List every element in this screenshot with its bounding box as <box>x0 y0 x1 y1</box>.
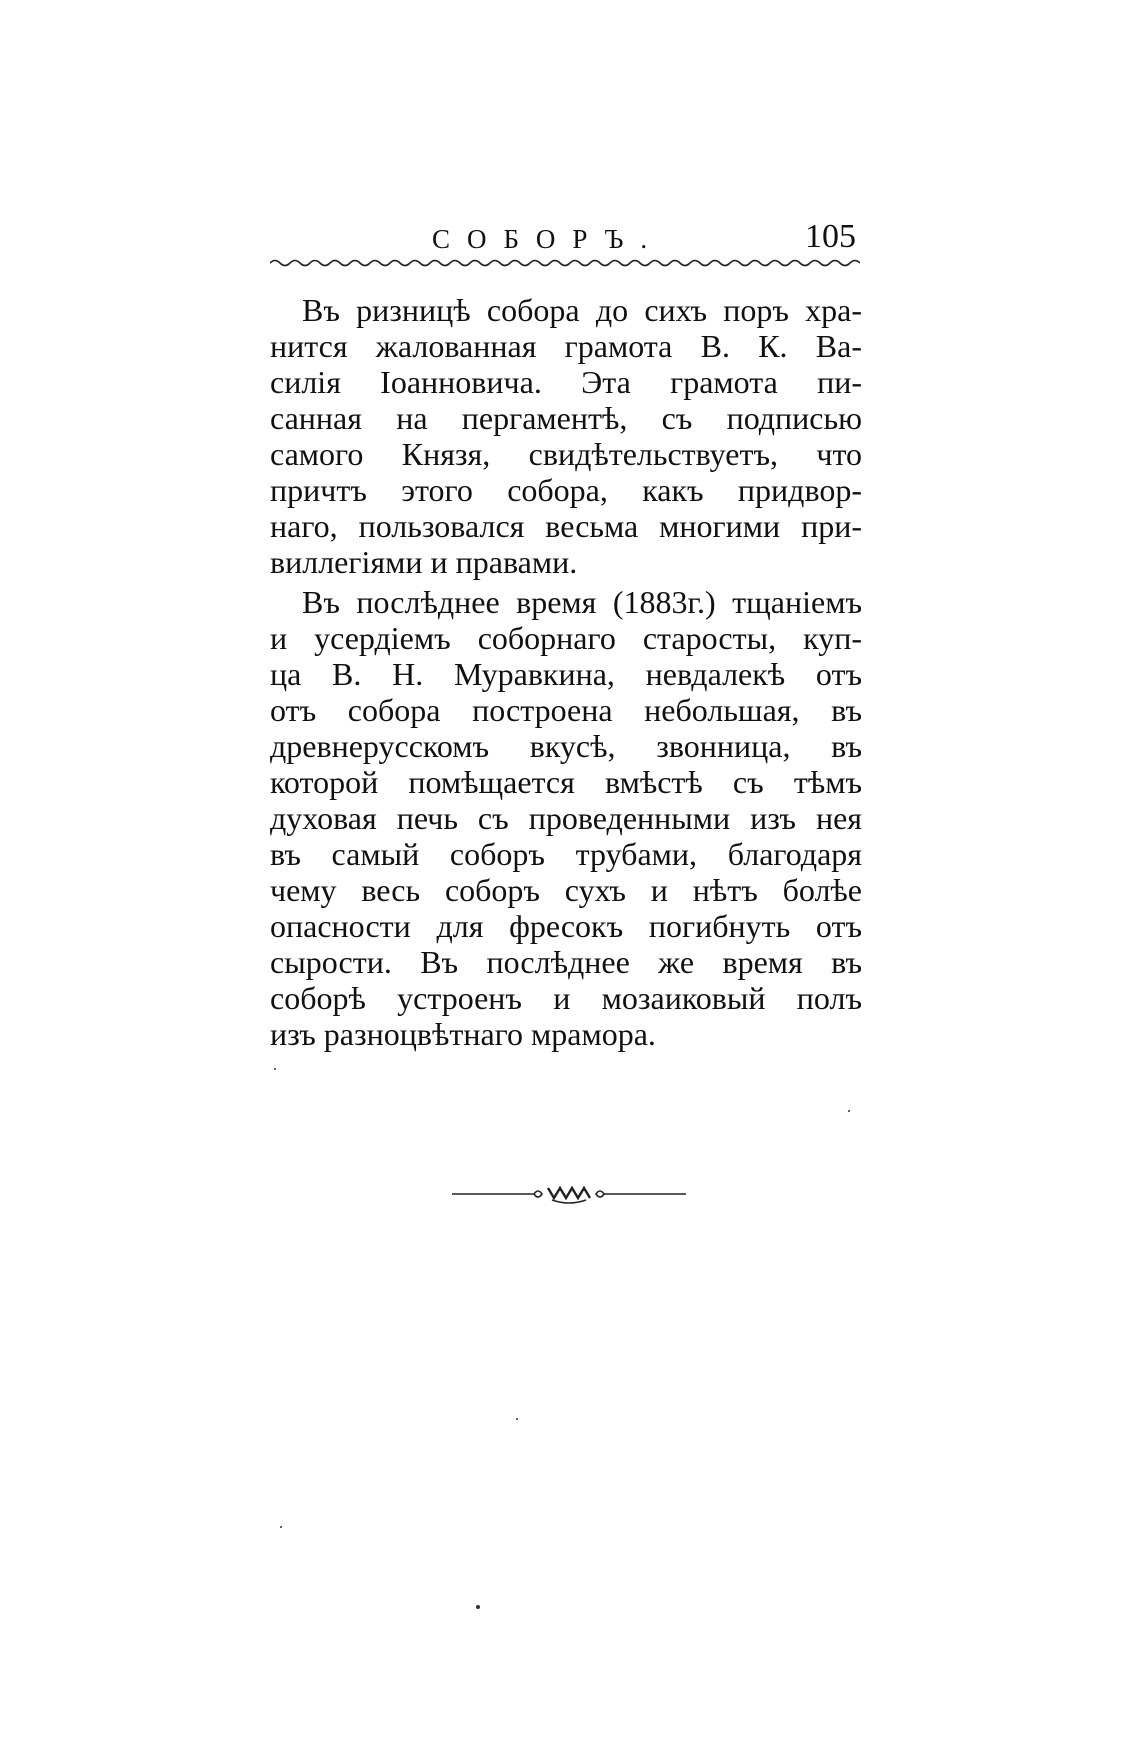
text-line: древнерусскомъ вкусѣ, звонница, въ <box>270 728 862 764</box>
text-line: соборѣ устроенъ и мозаиковый полъ <box>270 980 862 1016</box>
text-line: санная на пергаментѣ, съ подписью <box>270 400 862 436</box>
text-line: которой помѣщается вмѣстѣ съ тѣмъ <box>270 764 862 800</box>
paragraph-1 <box>270 292 862 580</box>
paper-speck <box>848 1110 850 1112</box>
text-line: въ самый соборъ трубами, благодаря <box>270 836 862 872</box>
text-line: и усердіемъ соборнаго старосты, куп- <box>270 620 862 656</box>
tailpiece-ornament-icon <box>452 1180 686 1208</box>
text-line: самого Князя, свидѣтельствуетъ, что <box>270 436 862 472</box>
text-line: опасности для фресокъ погибнуть отъ <box>270 908 862 944</box>
text-line: отъ собора построена небольшая, въ <box>270 692 862 728</box>
text-line: изъ разноцвѣтнаго мрамора. <box>270 1016 656 1052</box>
running-title: СОБОРЪ. <box>432 224 665 254</box>
page-number: 105 <box>805 218 856 255</box>
text-line: нится жалованная грамота В. К. Ва- <box>270 328 862 364</box>
text-line: сырости. Въ послѣднее же время въ <box>270 944 862 980</box>
paper-speck <box>274 1068 276 1070</box>
paper-speck <box>280 1526 282 1528</box>
paper-speck <box>476 1605 480 1609</box>
text-line: Въ послѣднее время (1883г.) тщаніемъ <box>302 584 862 620</box>
wavy-rule <box>270 258 860 268</box>
text-line: наго, пользовался весьма многими при- <box>270 508 862 544</box>
text-line: духовая печь съ проведенными изъ нея <box>270 800 862 836</box>
text-line: причтъ этого собора, какъ придвор- <box>270 472 862 508</box>
text-line: ца В. Н. Муравкина, невдалекѣ отъ <box>270 656 862 692</box>
text-line: Въ ризницѣ собора до сихъ поръ хра- <box>302 292 862 328</box>
paper-speck <box>516 1418 518 1420</box>
text-line: чему весь соборъ сухъ и нѣтъ болѣе <box>270 872 862 908</box>
text-line: виллегіями и правами. <box>270 544 578 580</box>
running-head <box>270 218 860 266</box>
text-line: силія Іоанновича. Эта грамота пи- <box>270 364 862 400</box>
body-text <box>270 292 862 1052</box>
paragraph-2 <box>270 584 862 1052</box>
